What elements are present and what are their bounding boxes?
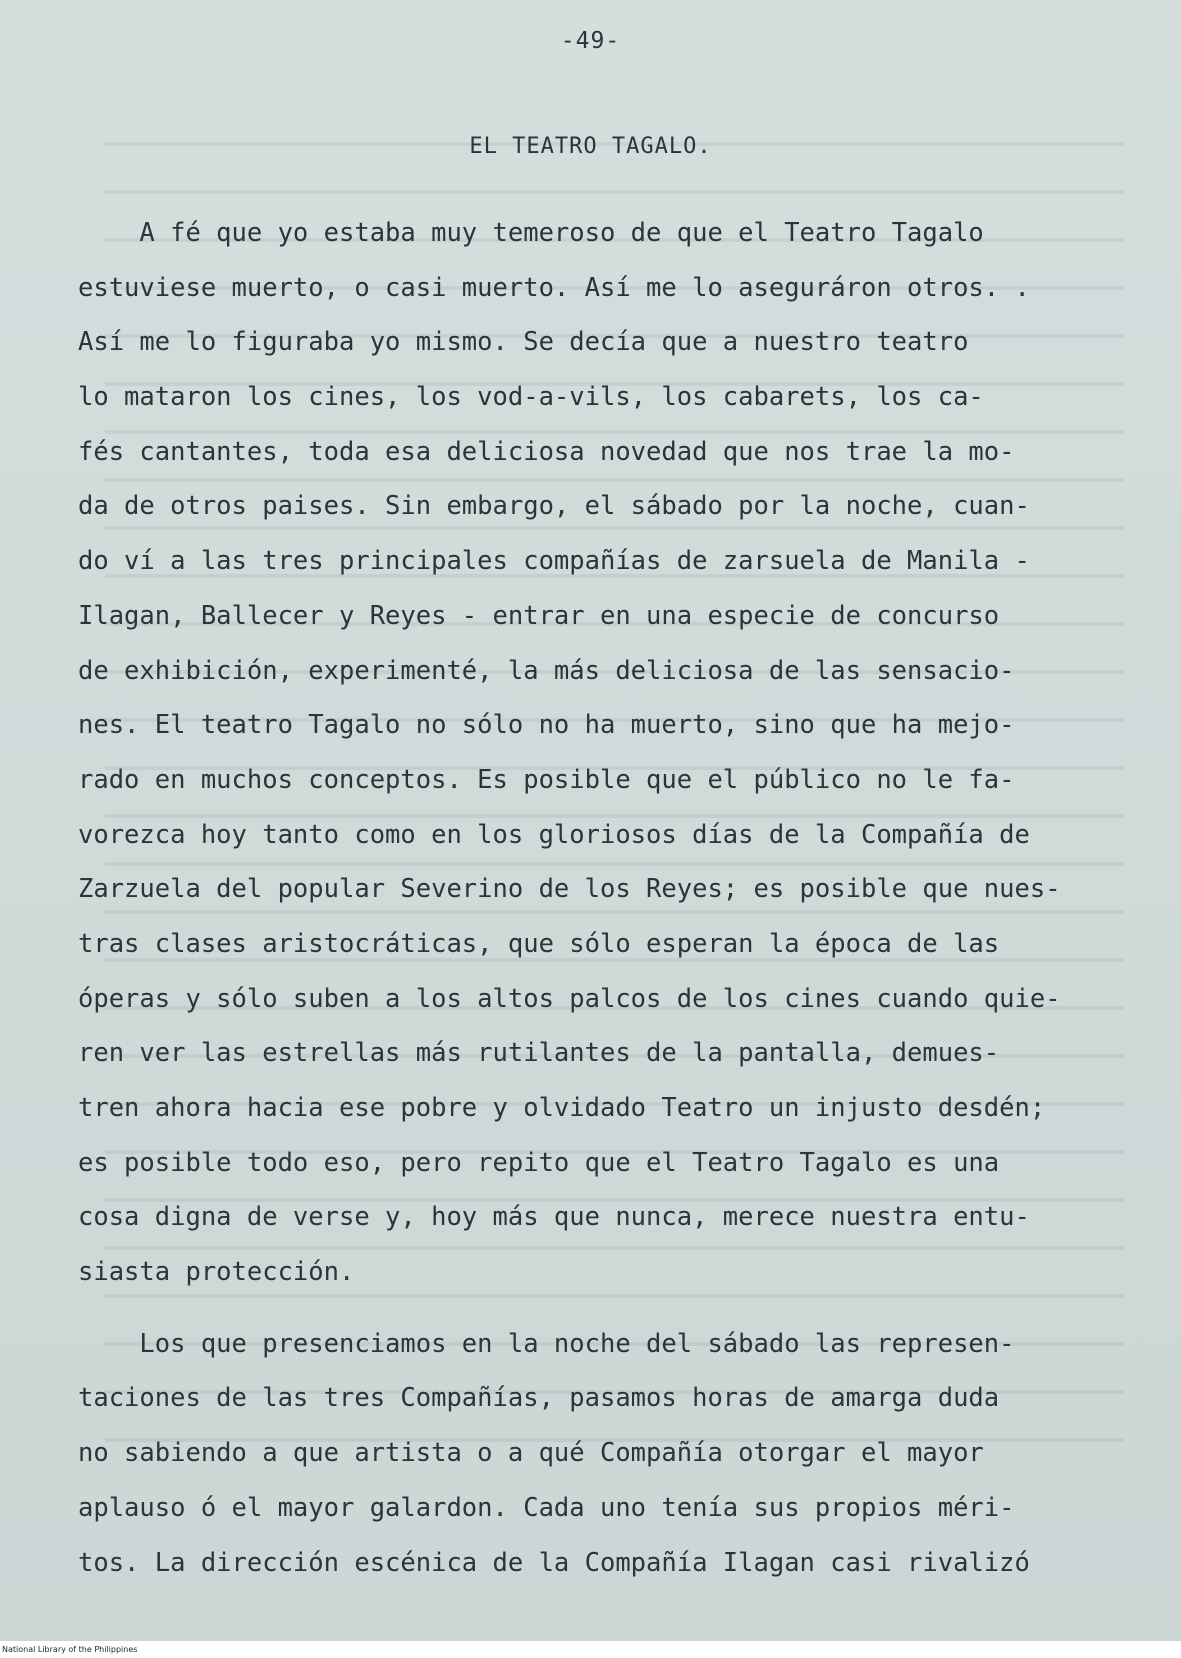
text-line: estuviese muerto, o casi muerto. Así me lo aseguráron otros. . [78,272,1030,303]
library-credit: National Library of the Philippines [2,1645,138,1654]
text-line: no sabiendo a que artista o a qué Compañía otorgar el mayor [78,1438,984,1469]
text-line: Ilagan, Ballecer y Reyes - entrar en una especie de concurso [78,600,1000,631]
text-line: taciones de las tres Compañías, pasamos horas de amarga duda [78,1383,1000,1414]
text-line: A fé que yo estaba muy temeroso de que el Teatro Tagalo [78,218,984,248]
text-line: do ví a las tres principales compañías de zarsuela de Manila - [78,546,1030,577]
scan-footer-strip [0,1641,1181,1658]
document-title: EL TEATRO TAGALO. [469,134,712,159]
paragraph-gap [78,1312,1108,1329]
text-line: de exhibición, experimenté, la más deliciosa de las sensacio- [78,655,1015,686]
text-line: tras clases aristocráticas, que sólo esperan la época de las [78,928,1000,959]
text-line: Así me lo figuraba yo mismo. Se decía que a nuestro teatro [78,327,969,358]
text-line: nes. El teatro Tagalo no sólo no ha muerto, sino que ha mejo- [78,710,1015,741]
page-number: -49- [560,28,621,54]
text-line: lo mataron los cines, los vod-a-vils, los cabarets, los ca- [78,382,984,413]
text-line: Zarzuela del popular Severino de los Reyes; es posible que nues- [78,874,1061,905]
text-line: da de otros paises. Sin embargo, el sábado por la noche, cuan- [78,491,1030,522]
text-line: aplauso ó el mayor galardon. Cada uno tenía sus propios méri- [78,1492,1015,1523]
text-line: es posible todo eso, pero repito que el Teatro Tagalo es una [78,1147,1000,1178]
text-line: cosa digna de verse y, hoy más que nunca, merece nuestra entu- [78,1202,1030,1233]
text-line: ren ver las estrellas más rutilantes de la pantalla, demues- [78,1038,1000,1069]
text-line: fés cantantes, toda esa deliciosa novedad que nos trae la mo- [78,436,1015,467]
text-line: tren ahora hacia ese pobre y olvidado Teatro un injusto desdén; [78,1093,1046,1123]
text-line: vorezca hoy tanto como en los gloriosos días de la Compañía de [78,819,1030,850]
text-line: rado en muchos conceptos. Es posible que el público no le fa- [78,764,1015,795]
text-line: óperas y sólo suben a los altos palcos de los cines cuando quie- [78,983,1061,1014]
body-text [78,218,1108,1602]
text-line: tos. La dirección escénica de la Compañía Ilagan casi rivalizó [78,1547,1030,1578]
text-line: Los que presenciamos en la noche del sábado las represen- [78,1328,1015,1359]
text-line: siasta protección. [78,1257,355,1288]
